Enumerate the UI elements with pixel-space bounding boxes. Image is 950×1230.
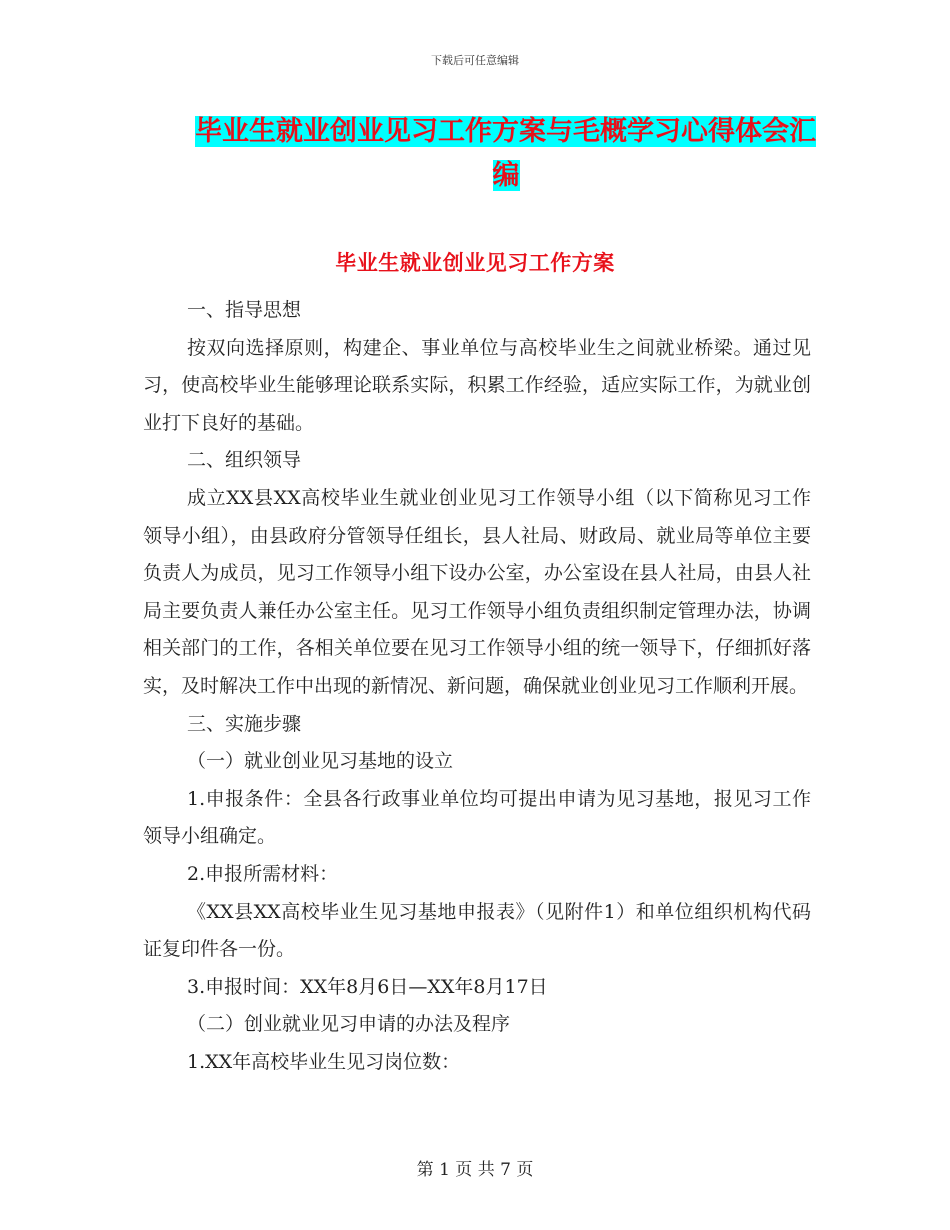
paragraph-position-count: 1.XX年高校毕业生见习岗位数： (187, 1050, 461, 1073)
paragraph-required-materials: 2.申报所需材料： (187, 862, 339, 885)
document-title (195, 110, 816, 198)
subheading-base-setup: （一）就业创业见习基地的设立 (187, 750, 454, 773)
document-title-line2: 编 (492, 160, 520, 191)
heading-organization: 二、组织领导 (187, 449, 302, 472)
paragraph-guiding-idea: 按双向选择原则，构建企、事业单位与高校毕业生之间就业桥梁。通过见习，使高校毕业生能够理论联系实际，积累工作经验，适应实际工作，为就业创业打下良好的基础。 (143, 336, 811, 434)
page-number: 第 1 页 共 7 页 (416, 1160, 534, 1180)
subheading-procedure: （二）创业就业见习申请的办法及程序 (187, 1013, 511, 1036)
heading-guiding-idea: 一、指导思想 (187, 299, 302, 321)
section-title: 毕业生就业创业见习工作方案 (335, 250, 615, 275)
paragraph-application-time: 3.申报时间：XX年8月6日—XX年8月17日 (187, 975, 548, 998)
document-title-line1: 毕业生就业创业见习工作方案与毛概学习心得体会汇 (195, 116, 816, 147)
document-body (143, 292, 811, 1081)
paragraph-organization: 成立XX县XX高校毕业生就业创业见习工作领导小组（以下简称见习工作领导小组），由县政府分管领导任组长，县人社局、财政局、就业局等单位主要负责人为成员，见习工作领导小组下设办公室，办公室设在县人社局，由县人社局主要负责人兼任办公室主任。见习工作领导小组负责组织制定管理办法，协调相关部门的工作，各相关单位要在见习工作领导小组的统一领导下，仔细抓好落实，及时解决工作中出现的新情况、新问题，确保就业创业见习工作顺利开展。 (143, 486, 811, 697)
paragraph-application-form: 《XX县XX高校毕业生见习基地申报表》（见附件1）和单位组织机构代码证复印件各一份。 (143, 900, 811, 961)
header-note: 下载后可任意编辑 (431, 54, 519, 67)
paragraph-application-conditions: 1.申报条件：全县各行政事业单位均可提出申请为见习基地，报见习工作领导小组确定。 (143, 787, 811, 848)
heading-implementation: 三、实施步骤 (187, 712, 302, 735)
